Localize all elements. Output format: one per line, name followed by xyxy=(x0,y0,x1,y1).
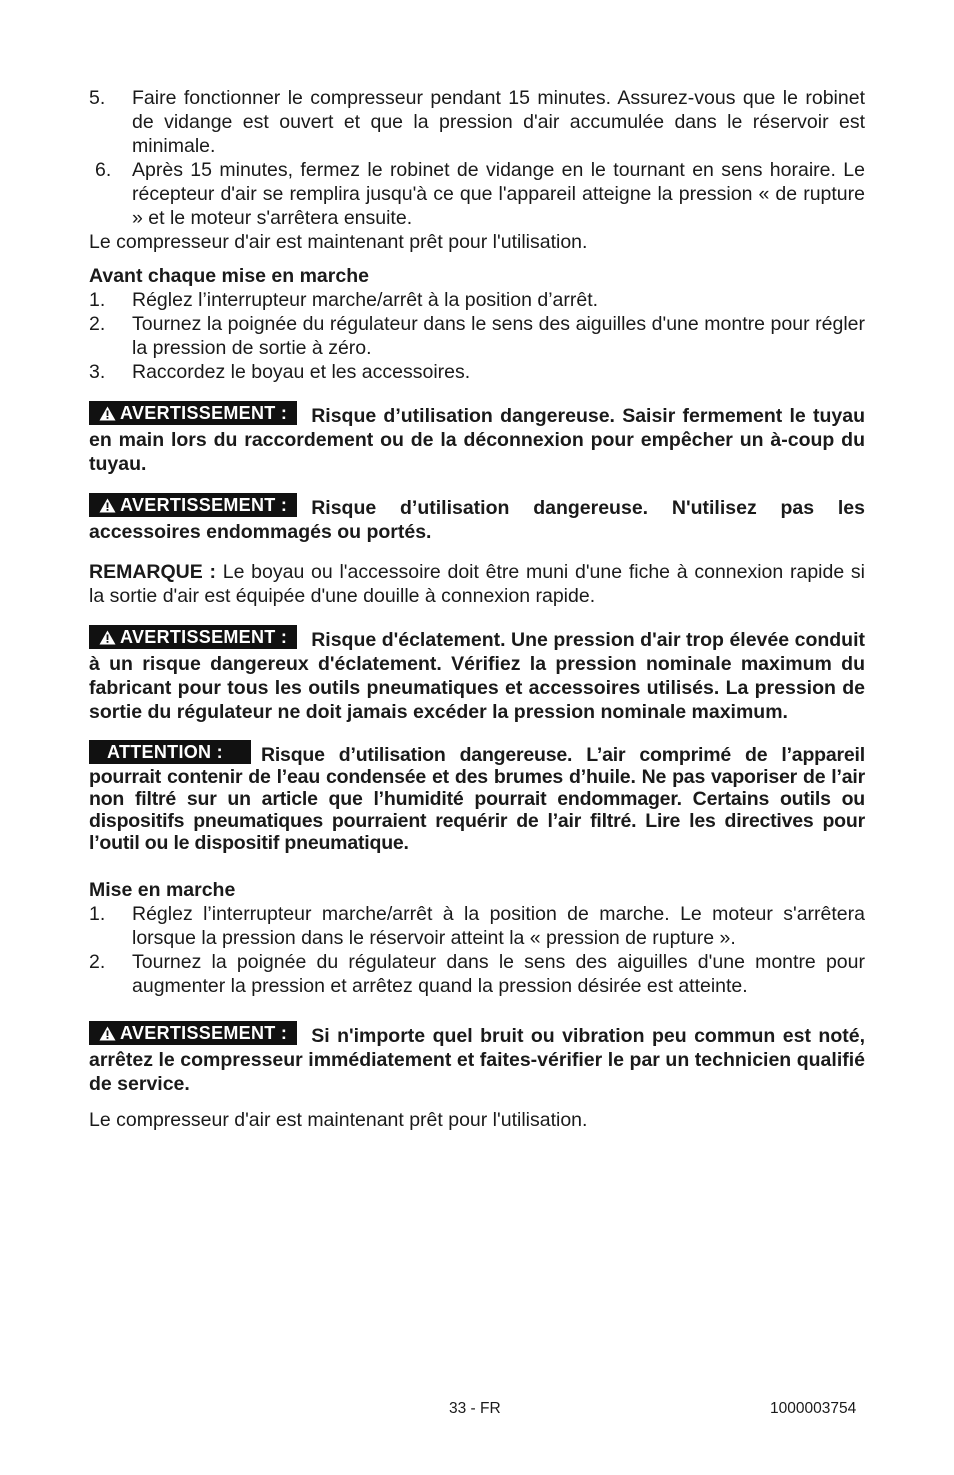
warning-icon xyxy=(99,630,116,645)
list-text: Réglez l’interrupteur marche/arrêt à la position d’arrêt. xyxy=(132,289,599,311)
list-item xyxy=(89,158,865,230)
ready-text: Le compresseur d'air est maintenant prêt pour l'utilisation. xyxy=(89,231,588,253)
section-heading: Mise en marche xyxy=(89,879,236,901)
list-number: 2. xyxy=(89,313,106,335)
warning-badge-label: AVERTISSEMENT : xyxy=(120,1023,288,1043)
page-number: 33 - FR xyxy=(449,1400,501,1417)
warning-text: Risque d'éclatement. Une pression d'air trop élevée conduit à un risque dangereux d'éclatement. Vérifiez la pression nominale maximum du fabricant pour tous les outils pneumatiques et accessoires utilisés. La pression de sortie du régulateur ne doit jamais excéder la pression nominale maximum. xyxy=(89,629,865,723)
warning-icon xyxy=(99,406,116,421)
warning-badge xyxy=(89,401,297,425)
warning-block xyxy=(89,625,865,724)
attention-text: Risque d’utilisation dangereuse. L’air comprimé de l’appareil pourrait contenir de l’eau condensée et des brumes d’huile. Ne pas vaporiser de l’air non filtré sur un article que l’humidité pourrait endommager. Certains outils ou dispositifs pneumatiques pourraient requérir de l’air filtré. Lire les directives pour l’outil ou le dispositif pneumatique. xyxy=(89,744,865,854)
attention-badge-label: ATTENTION : xyxy=(107,742,223,762)
warning-block xyxy=(89,1021,865,1096)
list-number: 1. xyxy=(89,289,106,311)
note-block xyxy=(89,560,865,608)
list-text: Après 15 minutes, fermez le robinet de vidange en le tournant en sens horaire. Le récepteur d'air se remplira jusqu'à ce que l'appareil atteigne la pression « de rupture » et le moteur s'arrêtera ensuite. xyxy=(132,159,865,229)
document-number: 1000003754 xyxy=(770,1400,857,1417)
warning-badge xyxy=(89,625,297,649)
warning-block xyxy=(89,493,865,544)
list-item xyxy=(89,288,865,312)
ready-text: Le compresseur d'air est maintenant prêt pour l'utilisation. xyxy=(89,1109,588,1131)
warning-text: Risque d’utilisation dangereuse. N'utilisez pas les accessoires endommagés ou portés. xyxy=(89,497,865,543)
section-heading: Avant chaque mise en marche xyxy=(89,265,369,287)
attention-block xyxy=(89,740,865,854)
list-text: Tournez la poignée du régulateur dans le sens des aiguilles d'une montre pour régler la pression de sortie à zéro. xyxy=(132,313,865,359)
list-item xyxy=(89,312,865,360)
warning-badge-label: AVERTISSEMENT : xyxy=(120,495,288,515)
warning-icon xyxy=(99,498,116,513)
list-item xyxy=(89,86,865,158)
list-item xyxy=(89,950,865,998)
warning-badge-label: AVERTISSEMENT : xyxy=(120,627,288,647)
list-text: Tournez la poignée du régulateur dans le sens des aiguilles d'une montre pour augmenter la pression et arrêtez quand la pression désirée est atteinte. xyxy=(132,951,865,997)
list-item xyxy=(89,360,865,384)
note-label: REMARQUE : xyxy=(89,561,216,583)
list-number: 3. xyxy=(89,361,106,383)
warning-text: Si n'importe quel bruit ou vibration peu commun est noté, arrêtez le compresseur immédiatement et faites-vérifier le par un technicien qualifié de service. xyxy=(89,1025,865,1095)
warning-badge xyxy=(89,1021,297,1045)
list-number: 2. xyxy=(89,951,106,973)
list-text: Faire fonctionner le compresseur pendant 15 minutes. Assurez-vous que le robinet de vidange est ouvert et que la pression d'air accumulée dans le réservoir est minimale. xyxy=(132,87,865,157)
list-number: 5. xyxy=(89,87,106,109)
manual-page xyxy=(89,86,865,1132)
list-text: Réglez l’interrupteur marche/arrêt à la position de marche. Le moteur s'arrêtera lorsque la pression dans le réservoir atteint la « pression de rupture ». xyxy=(132,903,865,949)
list-number: 1. xyxy=(89,903,106,925)
warning-icon xyxy=(99,1026,116,1041)
warning-text: Risque d’utilisation dangereuse. Saisir fermement le tuyau en main lors du raccordement ou de la déconnexion pour empêcher un à-coup du tuyau. xyxy=(89,405,865,475)
attention-badge xyxy=(89,740,251,764)
list-text: Raccordez le boyau et les accessoires. xyxy=(132,361,471,383)
warning-badge xyxy=(89,493,297,517)
list-item xyxy=(89,902,865,950)
list-number: 6. xyxy=(95,159,112,181)
note-text: Le boyau ou l'accessoire doit être muni d'une fiche à connexion rapide si la sortie d'air est équipée d'une douille à connexion rapide. xyxy=(89,561,866,607)
warning-block xyxy=(89,401,865,476)
warning-badge-label: AVERTISSEMENT : xyxy=(120,403,288,423)
